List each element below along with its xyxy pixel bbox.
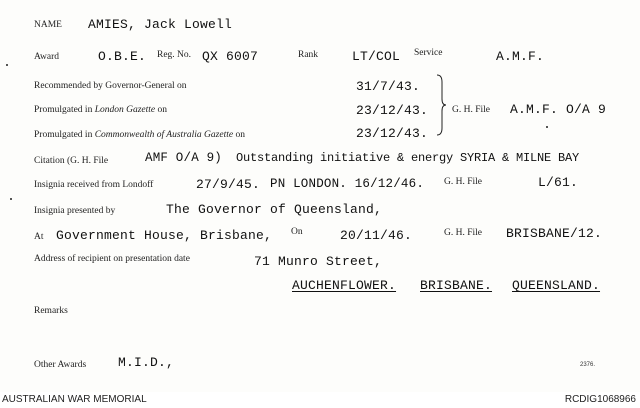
promulgated-commonwealth-label: Promulgated in Commonwealth of Australia Gazette on	[34, 130, 245, 140]
recommended-label: Recommended by Governor-General on	[34, 81, 187, 91]
address-city: BRISBANE.	[420, 278, 493, 293]
at-label: At	[34, 232, 44, 242]
stray-mark	[10, 198, 12, 200]
footer-source: AUSTRALIAN WAR MEMORIAL	[2, 394, 147, 405]
recommended-value: 31/7/43.	[356, 79, 421, 94]
on-value: 20/11/46.	[340, 228, 413, 243]
insignia-presented-value: The Governor of Queensland,	[166, 202, 383, 217]
reg-no-label: Reg. No.	[157, 50, 192, 60]
name-label: NAME	[34, 20, 62, 30]
insignia-received-value: 27/9/45.	[196, 177, 261, 192]
brace-icon	[436, 74, 446, 136]
footer	[0, 392, 640, 408]
service-label: Service	[414, 48, 443, 58]
award-value: O.B.E.	[98, 49, 147, 64]
remarks-label: Remarks	[34, 306, 68, 316]
form-number: 2376.	[580, 362, 596, 368]
insignia-received-label: Insignia received from Londoff	[34, 180, 154, 190]
insignia-presented-label: Insignia presented by	[34, 206, 116, 216]
address-suburb: AUCHENFLOWER.	[292, 278, 397, 293]
stray-mark	[6, 64, 8, 66]
on-label: On	[291, 227, 303, 237]
insignia-received-extra: PN LONDON. 16/12/46.	[270, 177, 425, 191]
address-label: Address of recipient on presentation date	[34, 254, 190, 264]
gh-file-2-label: G. H. File	[444, 177, 482, 187]
stray-mark	[546, 126, 548, 128]
footer-id: RCDIG1068966	[564, 394, 636, 405]
other-awards-label: Other Awards	[34, 360, 87, 370]
award-label: Award	[34, 52, 59, 62]
gh-file-3-value: BRISBANE/12.	[506, 226, 603, 241]
citation-text: Outstanding initiative & energy SYRIA & MILNE BAY	[236, 151, 580, 165]
service-value: A.M.F.	[496, 49, 545, 64]
address-state: QUEENSLAND.	[512, 278, 601, 293]
gh-file-3-label: G. H. File	[444, 228, 482, 238]
rank-label: Rank	[298, 50, 319, 60]
promulgated-commonwealth-value: 23/12/43.	[356, 126, 429, 141]
at-value: Government House, Brisbane,	[56, 228, 273, 243]
reg-no-value: QX 6007	[202, 49, 259, 64]
other-awards-value: M.I.D.,	[118, 355, 175, 370]
name-value: AMIES, Jack Lowell	[88, 17, 233, 32]
gh-file-2-value: L/61.	[538, 175, 579, 190]
promulgated-london-value: 23/12/43.	[356, 103, 429, 118]
citation-label: Citation (G. H. File	[34, 156, 109, 166]
promulgated-london-label: Promulgated in London Gazette on	[34, 105, 168, 115]
gh-file-1-value: A.M.F. O/A 9	[510, 102, 607, 117]
citation-file: AMF O/A 9)	[145, 151, 223, 165]
gh-file-1-label: G. H. File	[452, 105, 490, 115]
rank-value: LT/COL	[352, 49, 401, 64]
address-line1: 71 Munro Street,	[254, 254, 383, 269]
